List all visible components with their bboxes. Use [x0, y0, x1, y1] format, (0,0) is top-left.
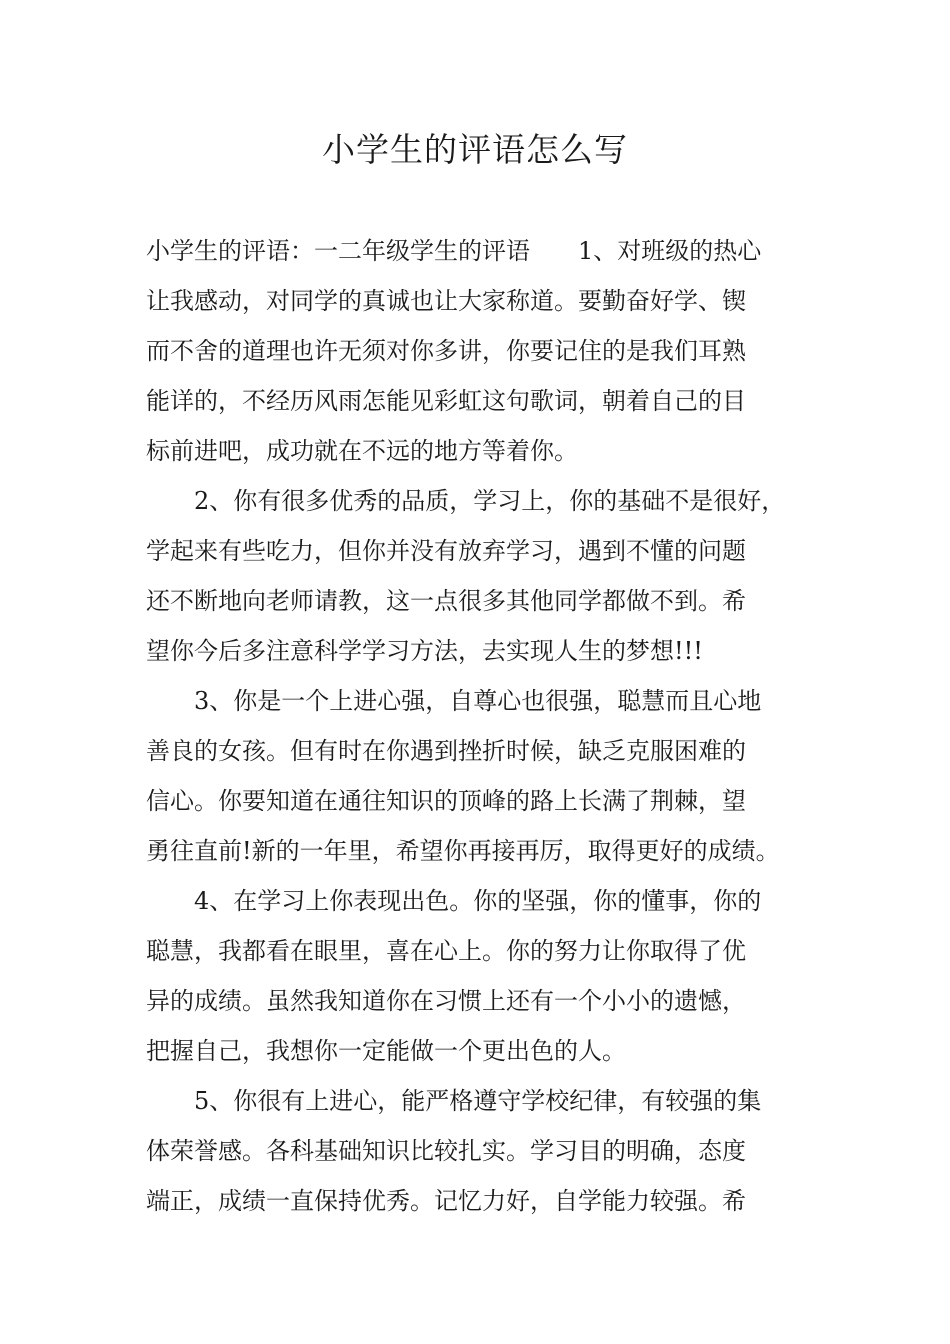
paragraph-2-line-4: 望你今后多注意科学学习方法，去实现人生的梦想!!! — [146, 637, 703, 665]
paragraph-1-line-3: 而不舍的道理也许无须对你多讲，你要记住的是我们耳熟 — [146, 337, 746, 365]
paragraph-1-line-5: 标前进吧，成功就在不远的地方等着你。 — [146, 437, 578, 465]
paragraph-5-line-3: 端正，成绩一直保持优秀。记忆力好，自学能力较强。希 — [146, 1187, 746, 1215]
paragraph-1-line-2: 让我感动，对同学的真诚也让大家称道。要勤奋好学、锲 — [146, 287, 746, 315]
paragraph-2-line-1: 2、你有很多优秀的品质，学习上，你的基础不是很好， — [194, 487, 786, 515]
paragraph-4-line-3: 异的成绩。虽然我知道你在习惯上还有一个小小的遗憾， — [146, 987, 746, 1015]
paragraph-3-line-3: 信心。你要知道在通往知识的顶峰的路上长满了荆棘，望 — [146, 787, 746, 815]
paragraph-2-line-2: 学起来有些吃力，但你并没有放弃学习，遇到不懂的问题 — [146, 537, 746, 565]
paragraph-3-line-1: 3、你是一个上进心强，自尊心也很强，聪慧而且心地 — [194, 687, 762, 715]
document-body — [146, 226, 816, 1226]
paragraph-1-line-1: 小学生的评语：一二年级学生的评语 1、对班级的热心 — [146, 237, 762, 265]
paragraph-5-line-2: 体荣誉感。各科基础知识比较扎实。学习目的明确，态度 — [146, 1137, 746, 1165]
paragraph-4-line-1: 4、在学习上你表现出色。你的坚强，你的懂事，你的 — [194, 887, 762, 915]
paragraph-4-line-4: 把握自己，我想你一定能做一个更出色的人。 — [146, 1037, 626, 1065]
document-title: 小学生的评语怎么写 — [322, 130, 628, 169]
paragraph-3-line-2: 善良的女孩。但有时在你遇到挫折时候，缺乏克服困难的 — [146, 737, 746, 765]
paragraph-5-line-1: 5、你很有上进心，能严格遵守学校纪律，有较强的集 — [194, 1087, 762, 1115]
paragraph-2-line-3: 还不断地向老师请教，这一点很多其他同学都做不到。希 — [146, 587, 746, 615]
paragraph-3-line-4: 勇往直前!新的一年里，希望你再接再厉，取得更好的成绩。 — [146, 837, 780, 865]
paragraph-1-line-4: 能详的，不经历风雨怎能见彩虹这句歌词，朝着自己的目 — [146, 387, 746, 415]
paragraph-4-line-2: 聪慧，我都看在眼里，喜在心上。你的努力让你取得了优 — [146, 937, 746, 965]
